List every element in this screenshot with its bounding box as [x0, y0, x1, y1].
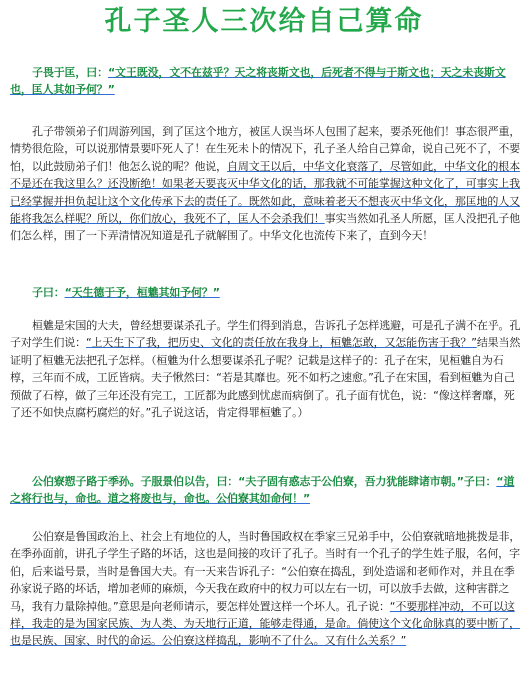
section-3-body-intro: 公伯寮是鲁国政治上、社会上有地位的人，当时鲁国政权在季家三兄弟手中，公伯寮就暗地挑拨是非，在季孙面前，讲孔子学生子路的坏话，这也是间接的攻讦了孔子。当时有一个孔子的学生姓子服，名何，字伯，后来谥号景，当时是鲁国大夫。有一天来告诉孔子：“公伯寮在捣乱，到处造谣和老师作对，并且在季孙家说子路的坏话，增加老师的麻烦，今天我在政府中的权力可以左右一切，可以放手去做，这种害群之马，我有力量除掉他。”意思是向老师请示，要怎样处置这样一个坏人。孔子说：: [10, 530, 521, 613]
section-3-body-underlined: “不要那样冲动，不可以这样，我走的是为国家民族、为人类、为天地行正道，能够走得通，是命。倘使这个文化命脉真的要中断了，也是民族、国家、时代的命运。公伯寮这样捣乱，影响不了什么。又有什么关系？”: [10, 599, 520, 648]
section-1-quote-text: “文王既没，文不在兹乎？天之将丧斯文也，后死者不得与于斯文也；天之未丧斯文也，匡人其如予何？”: [10, 66, 506, 97]
article-title: 孔子圣人三次给自己算命: [104, 6, 424, 37]
section-2-quote-text: “天生德于予，桓魋其如予何？”: [64, 286, 220, 299]
section-2-quote: [10, 284, 522, 301]
section-3-quote: [10, 473, 522, 508]
section-1-body-outro: 事实当然如孔圣人所愿，匡人没把孔子他们怎么样，围了一下弄清情况知道是孔子就解围了。中华文化也流传下来了，直到今天！: [10, 212, 520, 243]
section-2-body-underlined: “上天生下了我，把历史、文化的责任放在我身上，桓魋怎敢，又怎能伤害于我？”: [85, 336, 477, 350]
section-1-body-underlined: 自周文王以后，中华文化衰落了，尽管如此，中华文化的根本不是还在我这里么？还没断绝！如果老天要丧灭中华文化的话，那我就不可能掌握这种文化了，可事实上我已经掌握并担负起让这个文化传承下去的责任了。既然如此，意味着老天不想丧灭中华文化，那匡地的人又能将我怎么样呢？所以，你们放心，我死不了，匡人不会杀我们！: [10, 159, 520, 226]
section-3-quote-text: “道之将行也与，命也。道之将废也与，命也。公伯寮其如命何！”: [10, 475, 515, 506]
section-3-body: [10, 528, 522, 650]
section-1-body-intro: 孔子带领弟子们周游列国，到了匡这个地方，被匡人误当坏人包围了起来，要杀死他们！事态很严重，情势很危险，可以说那情景要吓死人了！在生死未卜的情况下，孔子圣人给自己算命，说自己死不了，不要怕，以此鼓励弟子们！他怎么说的呢？他说，: [10, 125, 521, 173]
section-1-body: [10, 123, 522, 245]
section-1-quote-lead: 子畏于匡，曰：: [32, 66, 108, 79]
section-2-body-intro: 桓魋是宋国的大夫，曾经想要谋杀孔子。学生们得到消息，告诉孔子怎样逃避，可是孔子满不在乎。孔子对学生们说：: [10, 319, 521, 350]
section-3-quote-lead: 公伯寮愬子路于季孙。子服景伯以告，曰：“夫子固有惑志于公伯寮，吾力犹能肆诸市朝。”子曰：: [32, 475, 497, 488]
section-2-body: [10, 317, 522, 421]
section-2-body-outro: 结果当然证明了桓魋无法把孔子怎样。（桓魋为什么想要谋杀孔子呢？记载是这样子的：孔子在宋，见桓魋自为石椁，三年而不成，工匠皆病。夫子愀然曰：“若是其靡也。死不如朽之速愈。”孔子在宋国，看到桓魋为自己预做了石椁，做了三年还没有完工，工匠都为此感到忧虑而病倒了。孔子面有忧色，说：“像这样奢靡，死了还不如快点腐朽腐烂的好。”孔子说这话，肯定得罪桓魋了。）: [10, 336, 521, 420]
section-1-quote: [10, 64, 522, 99]
section-2-quote-lead: 子曰：: [32, 286, 65, 299]
